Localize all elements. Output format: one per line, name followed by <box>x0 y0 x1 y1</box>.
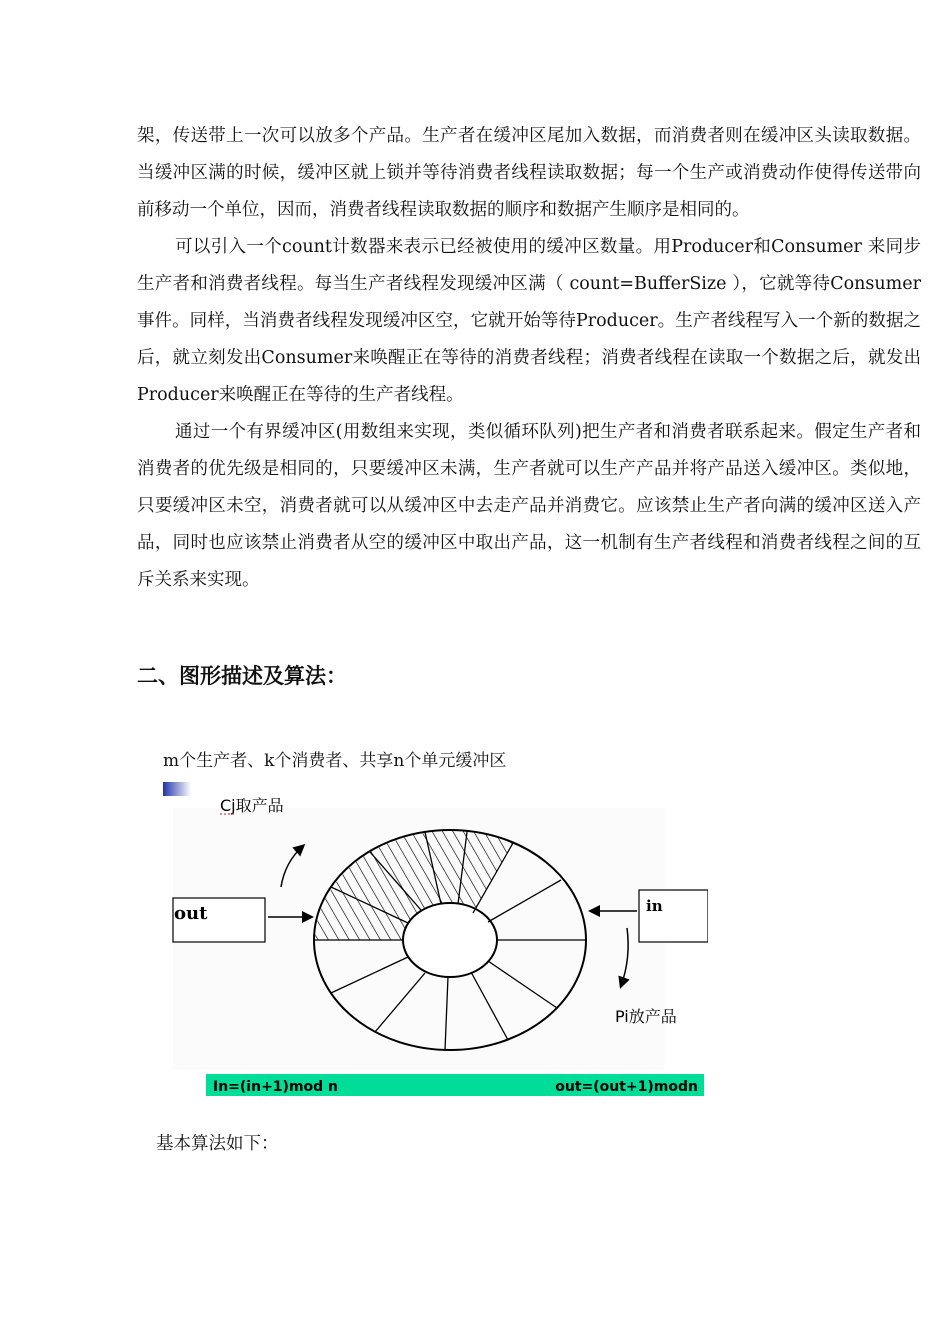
consumer-label: Cj取产品 <box>220 796 284 815</box>
bullet-mark <box>163 782 191 796</box>
out-box-label: out <box>174 903 208 924</box>
figure-caption: m个生产者、k个消费者、共享n个单元缓冲区 <box>163 751 507 771</box>
paragraph-2: 可以引入一个count计数器来表示已经被使用的缓冲区数量。用Producer和Consumer 来同步生产者和消费者线程。每当生产者线程发现缓冲区满（ count=BufferSize ），它就等待Consumer事件。同样，当消费者线程发现缓冲区空，它就开始等待Producer。生产者线程写入一个新的数据之后，就立刻发出Consumer来唤醒正在等待的消费者线程；消费者线程在读取一个数据之后，就发出Producer来唤醒正在等待的生产者线程。 <box>137 237 921 405</box>
formula-in: In=(in+1)mod n <box>213 1079 339 1095</box>
in-box-label: in <box>646 897 663 915</box>
formula-out: out=(out+1)modn <box>555 1079 698 1095</box>
paragraph-3: 通过一个有界缓冲区(用数组来实现，类似循环队列)把生产者和消费者联系起来。假定生产者和消费者的优先级是相同的，只要缓冲区未满，生产者就可以生产产品并将产品送入缓冲区。类似地，只要缓冲区未空，消费者就可以从缓冲区中去走产品并消费它。应该禁止生产者向满的缓冲区送入产品，同时也应该禁止消费者从空的缓冲区中取出产品，这一机制有生产者线程和消费者线程之间的互斥关系来实现。 <box>137 422 921 590</box>
section-heading: 二、图形描述及算法： <box>137 664 347 688</box>
buffer-ring-inner <box>403 903 497 977</box>
producer-label: Pi放产品 <box>615 1007 677 1026</box>
algorithm-intro: 基本算法如下： <box>156 1134 279 1154</box>
paragraph-1: 架，传送带上一次可以放多个产品。生产者在缓冲区尾加入数据，而消费者则在缓冲区头读取数据。当缓冲区满的时候，缓冲区就上锁并等待消费者线程读取数据；每一个生产或消费动作使得传送带向前移动一个单位，因而，消费者线程读取数据的顺序和数据产生顺序是相同的。 <box>137 126 921 220</box>
buffer-diagram <box>163 780 708 1102</box>
